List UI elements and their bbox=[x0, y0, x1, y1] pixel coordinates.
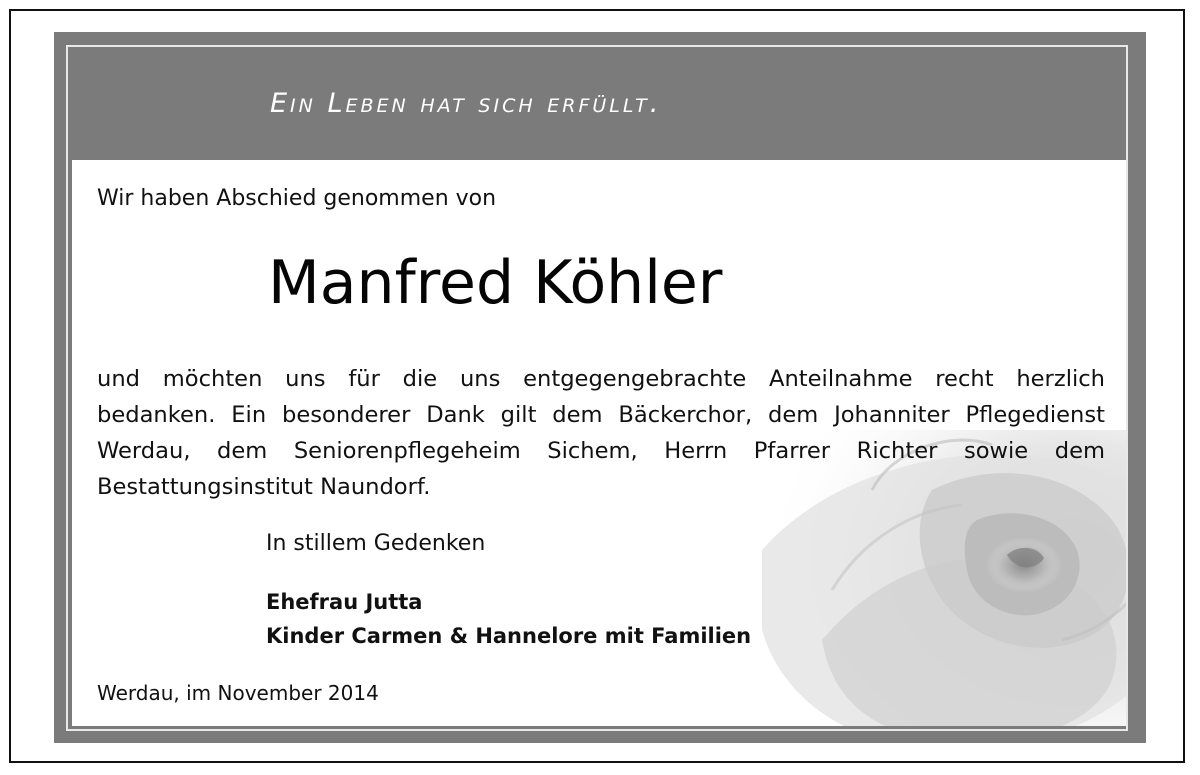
header-title: Ein Leben hat sich erfüllt. bbox=[270, 88, 662, 119]
signer-spouse: Ehefrau Jutta bbox=[266, 590, 423, 614]
closing-text: In stillem Gedenken bbox=[266, 531, 486, 556]
thanks-line: Werdau, dem Seniorenpflegeheim Sichem, Herrn Pfarrer Richter sowie dem bbox=[97, 438, 1105, 464]
thanks-line: und möchten uns für die uns entgegengebrachte Anteilnahme recht herzlich bbox=[97, 366, 1105, 392]
place-date: Werdau, im November 2014 bbox=[97, 681, 379, 705]
thanks-line: Bestattungsinstitut Naundorf. bbox=[97, 474, 431, 500]
signer-children: Kinder Carmen & Hannelore mit Familien bbox=[266, 624, 752, 648]
intro-text: Wir haben Abschied genommen von bbox=[97, 186, 497, 211]
deceased-name: Manfred Köhler bbox=[268, 248, 723, 318]
thanks-line: bedanken. Ein besonderer Dank gilt dem Bäckerchor, dem Johanniter Pflegedienst bbox=[97, 402, 1105, 428]
thanks-paragraph bbox=[97, 361, 1105, 505]
